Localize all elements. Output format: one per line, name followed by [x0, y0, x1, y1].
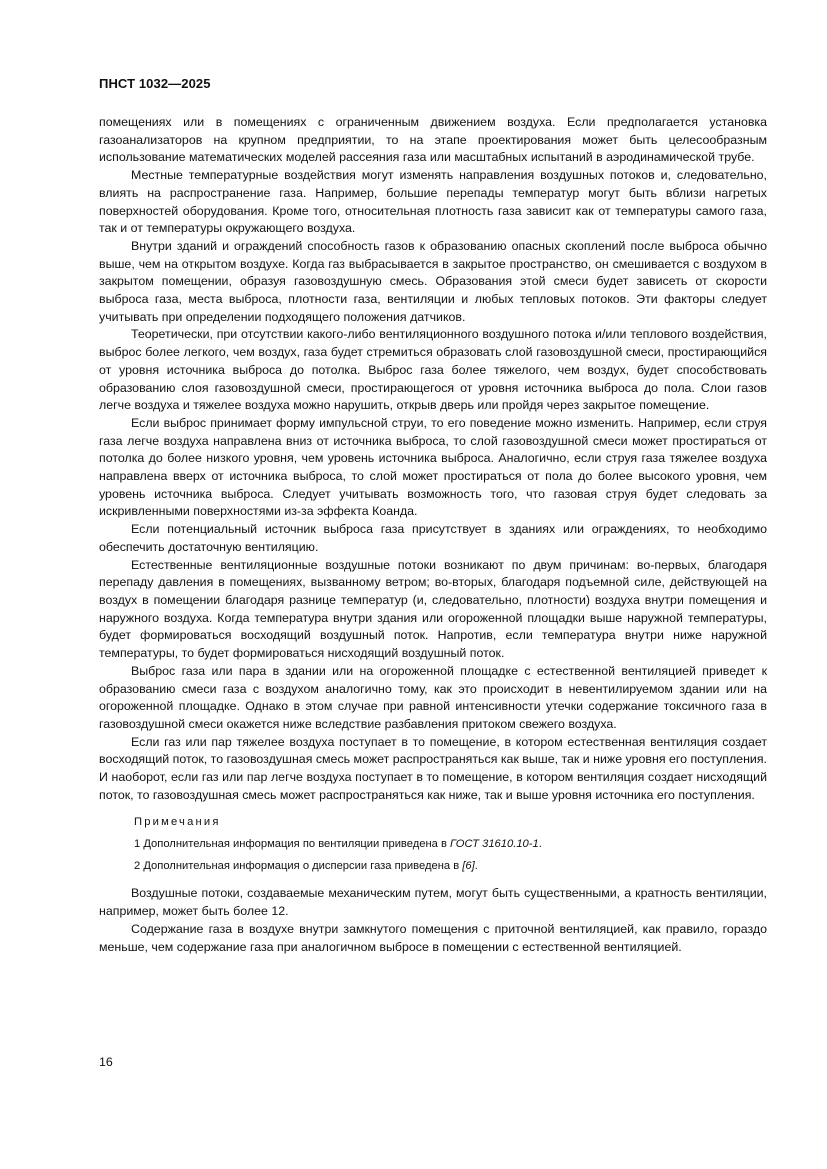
paragraph: Местные температурные воздействия могут изменять направления воздушных потоков и, следовательно, влиять на распространение газа. Например, большие перепады температур могут быть вблизи нагретых поверхностей оборудования. Кроме того, относительная плотность газа зависит как от температуры самого газа, так и от температуры окружающего воздуха.	[99, 168, 767, 236]
note-tail: .	[538, 838, 542, 851]
paragraph: Если выброс принимает форму импульсной струи, то его поведение можно изменить. Например, если струя газа легче воздуха направлена вниз от источника выброса, то слой газовоздушной смеси может простираться от потолка до более низкого уровня, чем уровень источника выброса. Аналогично, если струя газа тяжелее воздуха направлена вверх от источника выброса, то слой может простираться от пола до более высокого уровня, чем уровень источника выброса. Следует учитывать возможность того, что газовая струя будет следовать за искривленными поверхностями из-за эффекта Коанда.	[99, 415, 767, 519]
note-item	[99, 837, 767, 852]
paragraph: Теоретически, при отсутствии какого-либо вентиляционного воздушного потока и/или теплового воздействия, выброс более легкого, чем воздух, газа будет стремиться образовать слой газовоздушной смеси, простирающийся от уровня источника выброса до потолка. Выброс газа более тяжелого, чем воздух, будет способствовать образованию слоя газовоздушной смеси, простирающегося от уровня источника выброса до пола. Слои газов легче воздуха и тяжелее воздуха можно нарушить, открыв дверь или пройдя через закрытое помещение.	[99, 327, 767, 413]
paragraph: Содержание газа в воздухе внутри замкнутого помещения с приточной вентиляцией, как правило, гораздо меньше, чем содержание газа при аналогичном выбросе в помещении с естественной вентиляцией.	[99, 921, 767, 954]
note-text: 2 Дополнительная информация о дисперсии газа приведена в	[134, 860, 463, 873]
note-item	[99, 859, 767, 874]
paragraph: Выброс газа или пара в здании или на огороженной площадке с естественной вентиляцией приведет к образованию смеси газа с воздухом аналогично тому, как это происходит в невентилируемом здании или на огороженной площадке. Однако в этом случае при равной интенсивности утечки содержание токсичного газа в газовоздушной смеси окажется ниже вследствие разбавления притоком свежего воздуха.	[99, 663, 767, 731]
page-body	[99, 114, 767, 956]
notes-block	[99, 815, 767, 874]
document-header: ПНСТ 1032—2025	[99, 76, 211, 91]
note-reference: ГОСТ 31610.10-1	[450, 838, 539, 851]
paragraph: Воздушные потоки, создаваемые механическим путем, могут быть существенными, а кратность вентиляции, например, может быть более 12.	[99, 886, 767, 919]
paragraph: Естественные вентиляционные воздушные потоки возникают по двум причинам: во-первых, благодаря перепаду давления в помещениях, вызванному ветром; во-вторых, благодаря подъемной силе, действующей на воздух в помещении благодаря разнице температур (и, следовательно, плотности) воздуха внутри помещения и наружного воздуха. Когда температура внутри здания или огороженной площадки выше наружной температуры, будет формироваться восходящий воздушный поток. Напротив, если температура внутри ниже наружной температуры, то будет формироваться нисходящий воздушный поток.	[99, 557, 767, 661]
page-number: 16	[99, 1055, 113, 1069]
paragraph: Если потенциальный источник выброса газа присутствует в зданиях или ограждениях, то необходимо обеспечить достаточную вентиляцию.	[99, 522, 767, 554]
note-tail: .	[474, 860, 478, 873]
note-text: 1 Дополнительная информация по вентиляции приведена в	[134, 838, 451, 851]
note-reference: [6]	[462, 860, 475, 873]
notes-title: Примечания	[134, 816, 221, 829]
paragraph: помещениях или в помещениях с ограниченным движением воздуха. Если предполагается установка газоанализаторов на крупном предприятии, то на этапе проектирования может быть целесообразным использование математических моделей рассеяния газа или масштабных испытаний в аэродинамической трубе.	[99, 115, 767, 165]
paragraph: Если газ или пар тяжелее воздуха поступает в то помещение, в котором естественная вентиляция создает восходящий поток, то газовоздушная смесь может распространяться как выше, так и ниже уровня его поступления. И наоборот, если газ или пар легче воздуха поступает в то помещение, в котором вентиляция создает нисходящий поток, то газовоздушная смесь может распространяться как ниже, так и выше уровня источника его поступления.	[99, 734, 767, 802]
paragraph: Внутри зданий и ограждений способность газов к образованию опасных скоплений после выброса обычно выше, чем на открытом воздухе. Когда газ выбрасывается в закрытое пространство, он смешивается с воздухом в закрытом помещении, образуя газовоздушную смесь. Образования этой смеси будет зависеть от скорости выброса газа, места выброса, плотности газа, вентиляции и любых тепловых потоков. Эти факторы следует учитывать при определении подходящего положения датчиков.	[99, 238, 767, 324]
